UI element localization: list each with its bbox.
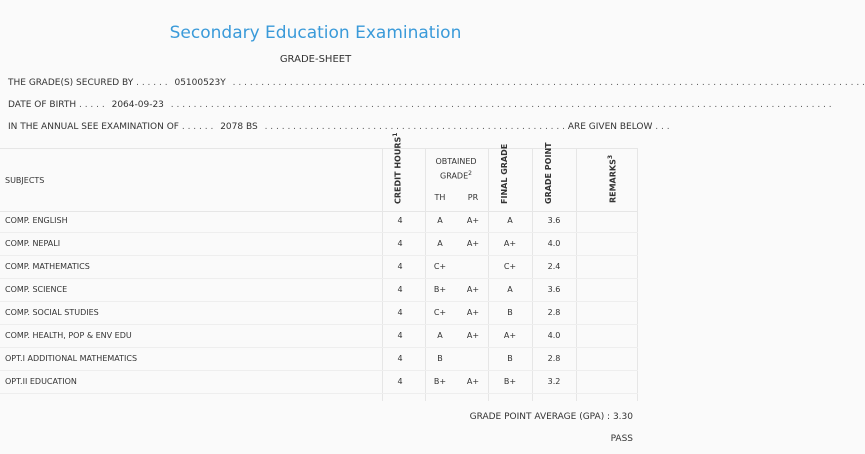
dob-label: DATE OF BIRTH xyxy=(8,100,77,110)
symbol-line: THE GRADE(S) SECURED BY . . . . . . 05100523Y . . . . . . . . . . . . . . . . . . . . . . . . . . . . . . . . . . . . . . . . . . . . . . . . . . . . . . . . . . . . . . . . . . . . . . . . . . . . . . . . . . . . . . . . . . . . . . . . . . . . . . . . . . . . . . . xyxy=(8,78,865,88)
pr-cell: A+ xyxy=(466,285,480,294)
subject-cell: OPT.I ADDITIONAL MATHEMATICS xyxy=(5,354,138,363)
th-cell: A xyxy=(437,331,443,340)
header-remarks: REMARKS$^3$ xyxy=(607,154,618,204)
grade-point-cell: 3.6 xyxy=(547,285,561,294)
exam-suffix: ARE GIVEN BELOW xyxy=(567,122,653,132)
final-grade-cell: A+ xyxy=(503,239,517,248)
page-subtitle: GRADE-SHEET xyxy=(279,54,352,65)
header-obtained-grade: OBTAINED GRADE$^2$ xyxy=(435,157,477,181)
credit-cell: 4 xyxy=(397,216,403,225)
table-header xyxy=(0,132,638,212)
final-grade-cell: B+ xyxy=(503,377,517,386)
dob-value: 2064-09-23 xyxy=(111,100,164,110)
final-grade-cell: B xyxy=(507,354,513,363)
header-grade-point: GRADE POINT xyxy=(544,142,553,204)
table-row xyxy=(0,255,638,279)
header-subjects: SUBJECTS xyxy=(5,176,45,185)
exam-line: IN THE ANNUAL SEE EXAMINATION OF . . . . . . 2078 BS . . . . . . . . . . . . . . . . . . . . . . . . . . . . . . . . . . . . . . . . . . . . . . . . . . . . . ARE GIVEN BELOW . . . xyxy=(8,122,670,132)
grade-point-cell: 3.6 xyxy=(547,216,561,225)
pr-cell: A+ xyxy=(466,377,480,386)
header-th: TH xyxy=(434,193,446,202)
final-grade-cell: A xyxy=(507,285,513,294)
final-grade-cell: B xyxy=(507,308,513,317)
exam-label: IN THE ANNUAL SEE EXAMINATION OF xyxy=(8,122,179,132)
result-status: PASS xyxy=(610,434,633,444)
header-credit-hours: CREDIT HOURS$^1$ xyxy=(392,132,403,204)
th-cell: C+ xyxy=(433,262,447,271)
pr-cell: A+ xyxy=(466,239,480,248)
gpa-summary: GRADE POINT AVERAGE (GPA) : 3.30 xyxy=(469,412,633,422)
credit-cell: 4 xyxy=(397,354,403,363)
final-grade-cell: A+ xyxy=(503,331,517,340)
table-row xyxy=(0,347,638,371)
th-cell: A xyxy=(437,239,443,248)
subject-cell: OPT.II EDUCATION xyxy=(5,377,77,386)
grade-point-cell: 2.8 xyxy=(547,308,561,317)
exam-value: 2078 BS xyxy=(220,122,258,132)
symbol-value: 05100523Y xyxy=(174,78,226,88)
grade-point-cell: 2.4 xyxy=(547,262,561,271)
credit-cell: 4 xyxy=(397,331,403,340)
grade-point-cell: 2.8 xyxy=(547,354,561,363)
page-title: Secondary Education Examination xyxy=(169,23,462,43)
pr-cell: A+ xyxy=(466,331,480,340)
credit-cell: 4 xyxy=(397,308,403,317)
subject-cell: COMP. ENGLISH xyxy=(5,216,68,225)
grade-point-cell: 4.0 xyxy=(547,331,561,340)
header-final-grade: FINAL GRADE xyxy=(500,143,509,204)
pr-cell: A+ xyxy=(466,308,480,317)
pr-cell: A+ xyxy=(466,216,480,225)
th-cell: A xyxy=(437,216,443,225)
final-grade-cell: C+ xyxy=(503,262,517,271)
subject-cell: COMP. SCIENCE xyxy=(5,285,68,294)
subject-cell: COMP. MATHEMATICS xyxy=(5,262,90,271)
th-cell: B+ xyxy=(433,285,447,294)
credit-cell: 4 xyxy=(397,262,403,271)
dob-line: DATE OF BIRTH . . . . . 2064-09-23 . . . . . . . . . . . . . . . . . . . . . . . . . . . . . . . . . . . . . . . . . . . . . . . . . . . . . . . . . . . . . . . . . . . . . . . . . . . . . . . . . . . . . . . . . . . . . . . . . . . . . . . . . . . . . . . . . . . . xyxy=(8,100,832,110)
table-row xyxy=(0,209,638,233)
credit-cell: 4 xyxy=(397,285,403,294)
table-row xyxy=(0,324,638,348)
grade-point-cell: 3.2 xyxy=(547,377,561,386)
header-pr: PR xyxy=(467,193,479,202)
table-row xyxy=(0,370,638,394)
th-cell: C+ xyxy=(433,308,447,317)
table-row xyxy=(0,278,638,302)
subject-cell: COMP. HEALTH, POP & ENV EDU xyxy=(5,331,132,340)
th-cell: B xyxy=(437,354,443,363)
th-cell: B+ xyxy=(433,377,447,386)
subject-cell: COMP. NEPALI xyxy=(5,239,61,248)
subject-cell: COMP. SOCIAL STUDIES xyxy=(5,308,99,317)
symbol-label: THE GRADE(S) SECURED BY xyxy=(8,78,134,88)
table-row xyxy=(0,301,638,325)
final-grade-cell: A xyxy=(507,216,513,225)
grade-point-cell: 4.0 xyxy=(547,239,561,248)
credit-cell: 4 xyxy=(397,377,403,386)
credit-cell: 4 xyxy=(397,239,403,248)
table-row xyxy=(0,232,638,256)
